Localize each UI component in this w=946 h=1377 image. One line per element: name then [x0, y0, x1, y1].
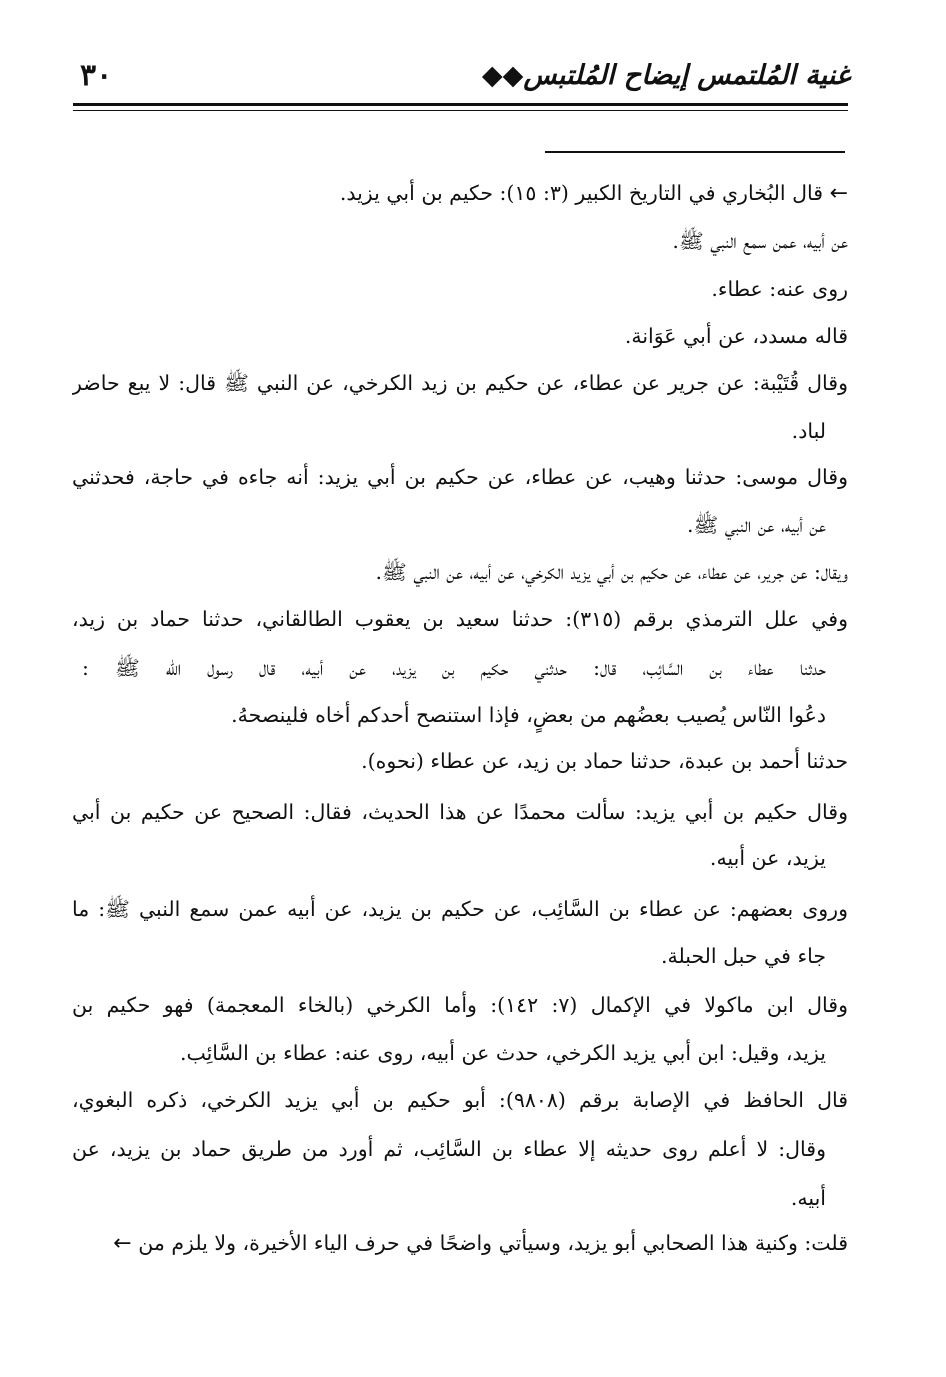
- text-line: جاء في حبل الحبلة.: [660, 944, 826, 968]
- text-line: وروى بعضهم: عن عطاء بن السَّائِب، عن حكيم بن يزيد، عن أبيه عمن سمع النبي ﷺ: ما: [72, 897, 848, 921]
- page-number: ٣٠: [80, 58, 113, 93]
- text-line: وقال ابن ماكولا في الإكمال (٧: ١٤٢): وأما الكرخي (بالخاء المعجمة) فهو حكيم بن: [72, 993, 848, 1017]
- text-line: يزيد، عن أبيه.: [709, 846, 826, 870]
- text-line: أبيه.: [790, 1186, 826, 1210]
- text-line: وقال موسى: حدثنا وهيب، عن عطاء، عن حكيم بن أبي يزيد: أنه جاءه في حاجة، فحدثني: [72, 465, 848, 489]
- running-header: [70, 58, 850, 98]
- arrow-left-icon: ←: [829, 181, 848, 206]
- text-line: عن أبيه، عن النبي ﷺ.: [686, 513, 826, 537]
- text-line: وقال حكيم بن أبي يزيد: سألت محمدًا عن هذا الحديث، فقال: الصحيح عن حكيم بن أبي: [72, 800, 848, 824]
- text-line: حدثنا أحمد بن عبدة، حدثنا حماد بن زيد، عن عطاء (نحوه).: [361, 749, 848, 773]
- text-line: قاله مسدد، عن أبي عَوَانة.: [624, 324, 848, 348]
- header-rule: [73, 103, 848, 106]
- text-line: قلت: وكنية هذا الصحابي أبو يزيد، وسيأتي واضحًا في حرف الياء الأخيرة، ولا يلزم من ←: [113, 1231, 848, 1256]
- text-line: حدثنا عطاء بن السَّائِب، قال: حدثني حكيم بن يزيد، عن أبيه، قال رسول الله ﷺ :: [82, 656, 826, 680]
- footnote-separator: [545, 151, 845, 153]
- text-line: دعُوا النّاس يُصيب بعضُهم من بعضٍ، فإذا استنصح أحدكم أخاه فلينصحهُ.: [231, 703, 826, 727]
- text-line: ← قال البُخاري في التاريخ الكبير (٣: ١٥): حكيم بن أبي يزيد.: [339, 181, 848, 206]
- header-rule-thin: [73, 110, 848, 111]
- book-title: غنية المُلتمس إيضاح المُلتبس◆◆: [481, 60, 850, 91]
- text-line: وفي علل الترمذي برقم (٣١٥): حدثنا سعيد بن يعقوب الطالقاني، حدثنا حماد بن زيد،: [72, 607, 848, 631]
- text-line: يزيد، وقيل: ابن أبي يزيد الكرخي، حدث عن أبيه، روى عنه: عطاء بن السَّائِب.: [179, 1041, 826, 1065]
- text-line: عن أبيه، عمن سمع النبي ﷺ.: [672, 229, 848, 253]
- text-line: ويقال: عن جرير، عن عطاء، عن حكيم بن أبي يزيد الكرخي، عن أبيه، عن النبي ﷺ.: [375, 560, 848, 584]
- text-line: وقال: لا أعلم روى حديثه إلا عطاء بن السَّائِب، ثم أورد من طريق حماد بن يزيد، عن: [72, 1137, 826, 1161]
- text-line: لباد.: [791, 419, 826, 443]
- text-line: روى عنه: عطاء.: [711, 277, 848, 301]
- text-line: قال الحافظ في الإصابة برقم (٩٨٠٨): أبو حكيم بن أبي يزيد الكرخي، ذكره البغوي،: [72, 1088, 848, 1112]
- text-line: وقال قُتَيْبة: عن جرير عن عطاء، عن حكيم بن زيد الكرخي، عن النبي ﷺ قال: لا يبع حاضر: [72, 371, 848, 395]
- arrow-left-icon: ←: [113, 1231, 132, 1256]
